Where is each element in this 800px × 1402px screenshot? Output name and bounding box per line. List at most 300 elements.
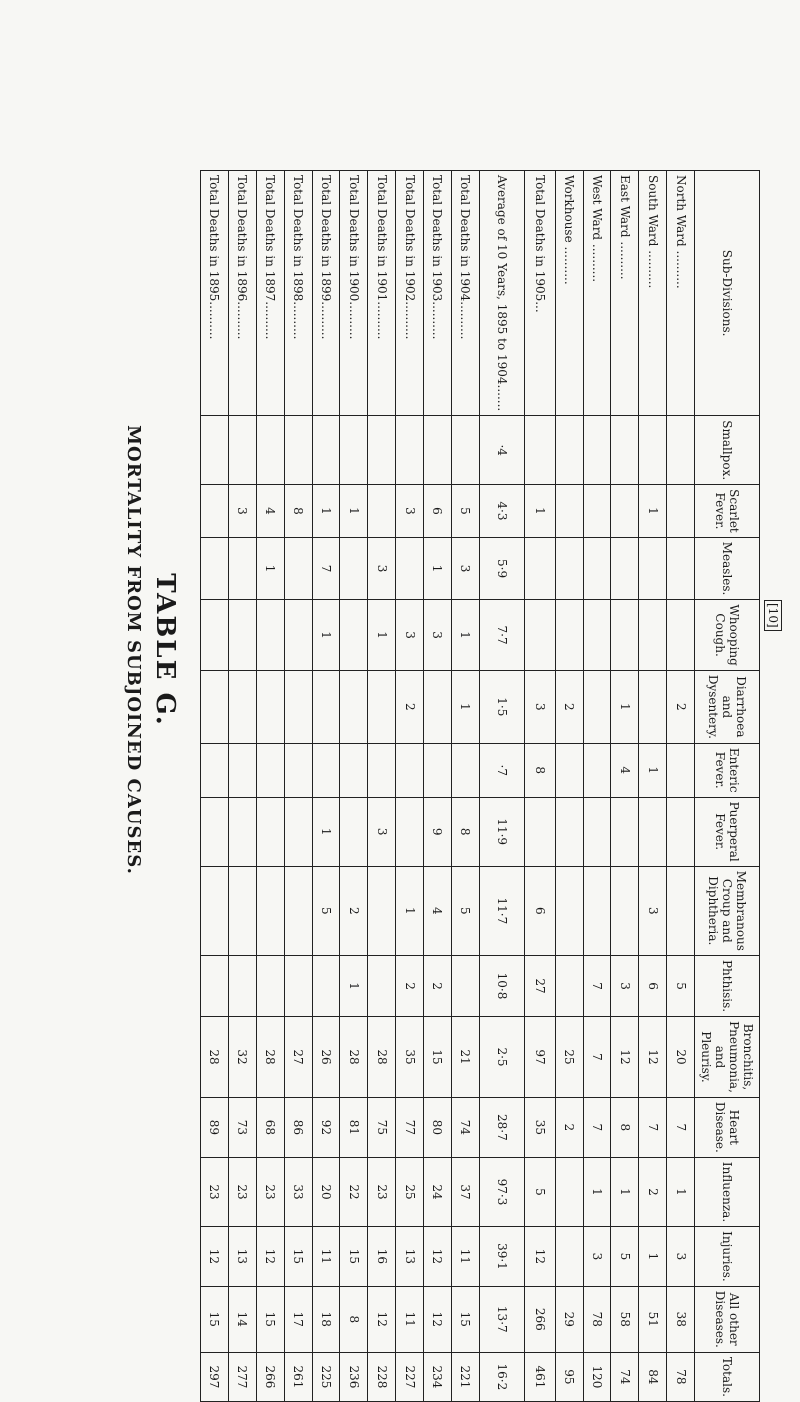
table-cell (312, 416, 340, 485)
table-cell: 32 (228, 1017, 256, 1098)
table-cell: 297 (201, 1352, 229, 1401)
table-cell: 228 (368, 1352, 396, 1401)
table-cell: 11·9 (479, 797, 524, 866)
table-cell: 3 (583, 1227, 611, 1287)
table-cell (201, 866, 229, 955)
table-cell (368, 670, 396, 743)
row-label (312, 171, 340, 416)
table-cell: 92 (312, 1097, 340, 1157)
table-cell (201, 743, 229, 797)
table-cell (555, 955, 583, 1016)
table-cell: 15 (256, 1286, 284, 1352)
table-cell: 13·7 (479, 1286, 524, 1352)
table-cell: 266 (256, 1352, 284, 1401)
table-cell: 8 (284, 485, 312, 538)
table-cell (423, 670, 451, 743)
table-cell: 25 (555, 1017, 583, 1098)
table-cell (555, 416, 583, 485)
table-cell: 5 (451, 485, 479, 538)
table-cell: 1 (524, 485, 555, 538)
table-cell (312, 670, 340, 743)
table-cell: 225 (312, 1352, 340, 1401)
table-cell: 12 (639, 1017, 667, 1098)
table-cell: 1 (639, 1227, 667, 1287)
year-label: 1897.......... (263, 270, 278, 340)
table-cell (423, 743, 451, 797)
table-cell: 5 (524, 1157, 555, 1226)
table-cell: 7 (583, 1097, 611, 1157)
table-cell: 1 (396, 866, 424, 955)
table-cell: 234 (423, 1352, 451, 1401)
table-cell: 5·9 (479, 537, 524, 600)
table-cell (524, 416, 555, 485)
table-cell (555, 797, 583, 866)
table-cell: 11 (396, 1286, 424, 1352)
table-cell: 8 (611, 1097, 639, 1157)
table-cell: 3 (524, 670, 555, 743)
row-label (451, 171, 479, 416)
table-cell: 12 (201, 1227, 229, 1287)
table-cell (201, 600, 229, 670)
table-cell (368, 416, 396, 485)
table-cell (340, 600, 368, 670)
row-label (256, 171, 284, 416)
year-label: 1899.......... (318, 270, 333, 340)
table-cell (368, 485, 396, 538)
year-label: 1903.......... (430, 270, 445, 340)
table-cell (639, 670, 667, 743)
table-cell: 1 (312, 600, 340, 670)
table-cell: 1 (451, 600, 479, 670)
table-cell: 1 (340, 485, 368, 538)
table-cell: 89 (201, 1097, 229, 1157)
table-cell: 86 (284, 1097, 312, 1157)
row-label (396, 171, 424, 416)
table-cell (583, 416, 611, 485)
table-cell (201, 537, 229, 600)
table-cell: 120 (583, 1352, 611, 1401)
year-label: 1900.......... (346, 270, 361, 340)
row-label: West Ward .......... (583, 171, 611, 416)
table-cell (611, 797, 639, 866)
table-cell (667, 743, 695, 797)
table-cell: 7 (639, 1097, 667, 1157)
table-cell: 29 (555, 1286, 583, 1352)
year-prefix: Total Deaths in (235, 175, 250, 267)
column-header: Puerperal Fever. (695, 797, 760, 866)
table-cell: 12 (423, 1227, 451, 1287)
row-label: East Ward .......... (611, 171, 639, 416)
table-cell: 35 (396, 1017, 424, 1098)
table-cell: 80 (423, 1097, 451, 1157)
table-cell: 1 (611, 670, 639, 743)
table-cell (583, 743, 611, 797)
table-cell (555, 537, 583, 600)
column-header: Enteric Fever. (695, 743, 760, 797)
table-cell: 4·3 (479, 485, 524, 538)
table-cell: 51 (639, 1286, 667, 1352)
table-cell: 12 (368, 1286, 396, 1352)
table-cell (583, 866, 611, 955)
table-cell (555, 743, 583, 797)
table-cell (423, 416, 451, 485)
table-cell: 7 (312, 537, 340, 600)
table-cell: 15 (451, 1286, 479, 1352)
table-cell: 38 (667, 1286, 695, 1352)
table-cell: 1 (667, 1157, 695, 1226)
year-row (284, 171, 312, 1402)
table-cell (667, 416, 695, 485)
row-label: Average of 10 Years, 1895 to 1904....... (479, 171, 524, 416)
table-cell: 23 (256, 1157, 284, 1226)
table-cell: 2 (639, 1157, 667, 1226)
table-cell (583, 537, 611, 600)
year-label: 1901.......... (374, 270, 389, 340)
table-cell: 12 (256, 1227, 284, 1287)
table-cell: 1·5 (479, 670, 524, 743)
table-cell: 11·7 (479, 866, 524, 955)
table-cell (639, 797, 667, 866)
table-cell: 7 (667, 1097, 695, 1157)
table-cell: 35 (524, 1097, 555, 1157)
table-cell (368, 743, 396, 797)
table-cell: 68 (256, 1097, 284, 1157)
table-cell (228, 537, 256, 600)
table-cell: 25 (396, 1157, 424, 1226)
table-cell: 97·3 (479, 1157, 524, 1226)
table-body (201, 171, 695, 1402)
year-label: 1895.......... (207, 270, 222, 340)
table-cell: 4 (423, 866, 451, 955)
mortality-table (200, 170, 760, 1402)
table-cell: 7·7 (479, 600, 524, 670)
column-header: Whooping Cough. (695, 600, 760, 670)
table-title: TABLE G. (150, 573, 180, 727)
table-cell (228, 743, 256, 797)
table-cell: 58 (611, 1286, 639, 1352)
column-header: Measles. (695, 537, 760, 600)
year-prefix: Total Deaths in (346, 175, 361, 267)
table-cell (611, 416, 639, 485)
table-cell: 8 (340, 1286, 368, 1352)
rotated-content (100, 150, 800, 1397)
table-cell: 78 (667, 1352, 695, 1401)
year-label: 1904.......... (458, 270, 473, 340)
row-label (284, 171, 312, 416)
table-cell (555, 485, 583, 538)
year-prefix: Total Deaths in (402, 175, 417, 267)
table-cell: 5 (667, 955, 695, 1016)
table-cell: 5 (611, 1227, 639, 1287)
table-cell (524, 600, 555, 670)
table-cell: 5 (451, 866, 479, 955)
table-cell (312, 955, 340, 1016)
year-prefix: Total Deaths in (207, 175, 222, 267)
table-cell: 6 (639, 955, 667, 1016)
year-row (256, 171, 284, 1402)
table-cell: 221 (451, 1352, 479, 1401)
table-cell (284, 797, 312, 866)
table-cell (451, 955, 479, 1016)
table-cell: 1 (312, 797, 340, 866)
table-cell (201, 485, 229, 538)
table-cell (611, 866, 639, 955)
table-cell (611, 600, 639, 670)
column-header: Totals. (695, 1352, 760, 1401)
table-cell: 2 (555, 670, 583, 743)
table-cell: 28 (256, 1017, 284, 1098)
table-row (555, 171, 583, 1402)
table-cell: 3 (368, 797, 396, 866)
year-row (228, 171, 256, 1402)
table-cell: 77 (396, 1097, 424, 1157)
table-cell: 14 (228, 1286, 256, 1352)
table-cell: 3 (396, 485, 424, 538)
table-cell: 21 (451, 1017, 479, 1098)
table-cell (555, 1157, 583, 1226)
table-cell: 2 (396, 670, 424, 743)
table-cell (583, 797, 611, 866)
table-cell: 1 (583, 1157, 611, 1226)
table-cell: 3 (368, 537, 396, 600)
table-cell: 75 (368, 1097, 396, 1157)
table-cell: 81 (340, 1097, 368, 1157)
table-cell: 15 (284, 1227, 312, 1287)
table-cell (228, 866, 256, 955)
table-cell: 20 (312, 1157, 340, 1226)
table-cell: 2 (667, 670, 695, 743)
table-cell: 15 (340, 1227, 368, 1287)
year-row (451, 171, 479, 1402)
table-cell: 16 (368, 1227, 396, 1287)
heading-block (123, 150, 180, 1150)
table-cell: 8 (524, 743, 555, 797)
table-subtitle: MORTALITY FROM SUBJOINED CAUSES. (123, 425, 144, 875)
table-cell: 1 (611, 1157, 639, 1226)
year-label: 1898.......... (291, 270, 306, 340)
table-cell (583, 485, 611, 538)
table-cell: 2 (555, 1097, 583, 1157)
table-cell: 10·8 (479, 955, 524, 1016)
table-cell: 33 (284, 1157, 312, 1226)
column-header: Diarrhoea and Dysentery. (695, 670, 760, 743)
table-cell: 39·1 (479, 1227, 524, 1287)
table-cell: 27 (284, 1017, 312, 1098)
table-cell (201, 670, 229, 743)
table-cell (228, 670, 256, 743)
column-header: All other Diseases. (695, 1286, 760, 1352)
table-cell: 3 (611, 955, 639, 1016)
year-row (312, 171, 340, 1402)
table-cell: 4 (611, 743, 639, 797)
column-header: Injuries. (695, 1227, 760, 1287)
table-cell: 18 (312, 1286, 340, 1352)
year-row (201, 171, 229, 1402)
table-row (583, 171, 611, 1402)
table-cell: 2·5 (479, 1017, 524, 1098)
table-cell: 27 (524, 955, 555, 1016)
table-cell: 97 (524, 1017, 555, 1098)
table-cell: 7 (583, 1017, 611, 1098)
table-cell (284, 416, 312, 485)
table-cell (284, 537, 312, 600)
table-cell (639, 600, 667, 670)
average-row (479, 171, 524, 1402)
table-cell (611, 537, 639, 600)
year-label: 1902.......... (402, 270, 417, 340)
column-header: Influenza. (695, 1157, 760, 1226)
table-cell (667, 797, 695, 866)
row-label: Total Deaths in 1905... (524, 171, 555, 416)
row-label: South Ward .......... (639, 171, 667, 416)
table-cell: 11 (312, 1227, 340, 1287)
column-header: Scarlet Fever. (695, 485, 760, 538)
table-cell (524, 797, 555, 866)
table-cell: 2 (396, 955, 424, 1016)
table-cell: 261 (284, 1352, 312, 1401)
table-cell (611, 485, 639, 538)
table-cell (228, 955, 256, 1016)
table-cell (201, 955, 229, 1016)
table-row (667, 171, 695, 1402)
table-cell: 28 (368, 1017, 396, 1098)
table-cell (555, 600, 583, 670)
table-cell (284, 670, 312, 743)
table-cell (396, 743, 424, 797)
year-row (368, 171, 396, 1402)
table-cell: 7 (583, 955, 611, 1016)
year-prefix: Total Deaths in (430, 175, 445, 267)
table-cell (256, 797, 284, 866)
table-cell: 26 (312, 1017, 340, 1098)
table-cell (667, 866, 695, 955)
table-cell (368, 866, 396, 955)
table-cell: 78 (583, 1286, 611, 1352)
table-cell (228, 600, 256, 670)
table-cell (340, 670, 368, 743)
table-row (639, 171, 667, 1402)
row-label (340, 171, 368, 416)
table-cell (639, 416, 667, 485)
year-prefix: Total Deaths in (318, 175, 333, 267)
table-cell (256, 670, 284, 743)
table-cell: 277 (228, 1352, 256, 1401)
table-cell: 1 (451, 670, 479, 743)
table-cell: 227 (396, 1352, 424, 1401)
table-cell: 2 (423, 955, 451, 1016)
table-cell: 12 (611, 1017, 639, 1098)
table-cell: 1 (639, 743, 667, 797)
table-cell: 23 (368, 1157, 396, 1226)
year-prefix: Total Deaths in (263, 175, 278, 267)
table-cell: 37 (451, 1157, 479, 1226)
column-header: Bronchitis, Pneumonia, and Pleurisy. (695, 1017, 760, 1098)
table-cell: 20 (667, 1017, 695, 1098)
table-cell: 11 (451, 1227, 479, 1287)
table-cell (368, 955, 396, 1016)
table-cell: 3 (228, 485, 256, 538)
table-cell (312, 743, 340, 797)
table-cell (256, 955, 284, 1016)
table-cell (228, 797, 256, 866)
stub-header: Sub-Divisions. (695, 171, 760, 416)
row-label (368, 171, 396, 416)
table-cell (667, 485, 695, 538)
table-cell: 12 (423, 1286, 451, 1352)
table-cell: 1 (423, 537, 451, 600)
table-cell (667, 600, 695, 670)
column-header: Membranous Croup and Diphtheria. (695, 866, 760, 955)
page-number: [10] (764, 600, 782, 631)
table-cell: 13 (396, 1227, 424, 1287)
table-cell: 13 (228, 1227, 256, 1287)
table-cell (396, 416, 424, 485)
table-cell (201, 416, 229, 485)
table-cell (451, 416, 479, 485)
table-cell: 1 (256, 537, 284, 600)
column-header: Heart Disease. (695, 1097, 760, 1157)
column-header: Phthisis. (695, 955, 760, 1016)
table-cell: 1 (368, 600, 396, 670)
table-cell (340, 537, 368, 600)
row-label (423, 171, 451, 416)
table-cell: 1 (312, 485, 340, 538)
table-cell: 95 (555, 1352, 583, 1401)
table-cell: 15 (201, 1286, 229, 1352)
table-cell (639, 537, 667, 600)
table-cell: 12 (524, 1227, 555, 1287)
table-cell: 4 (256, 485, 284, 538)
table-cell (284, 743, 312, 797)
row-label: North Ward .......... (667, 171, 695, 416)
table-cell (396, 537, 424, 600)
year-prefix: Total Deaths in (291, 175, 306, 267)
table-cell (340, 743, 368, 797)
table-cell (451, 743, 479, 797)
table-cell: 74 (611, 1352, 639, 1401)
table-cell (555, 866, 583, 955)
table-cell: ·7 (479, 743, 524, 797)
table-cell (256, 743, 284, 797)
row-label: Workhouse .......... (555, 171, 583, 416)
year-label: 1896.......... (235, 270, 250, 340)
year-row (423, 171, 451, 1402)
table-cell (667, 537, 695, 600)
table-cell (340, 416, 368, 485)
table-cell: 6 (524, 866, 555, 955)
table-cell (340, 797, 368, 866)
table-cell: ·4 (479, 416, 524, 485)
table-row (611, 171, 639, 1402)
table-cell (583, 600, 611, 670)
table-cell (284, 600, 312, 670)
table-cell: 23 (228, 1157, 256, 1226)
year-prefix: Total Deaths in (374, 175, 389, 267)
year-prefix: Total Deaths in (458, 175, 473, 267)
table-cell: 73 (228, 1097, 256, 1157)
table-cell: 24 (423, 1157, 451, 1226)
table-cell (583, 670, 611, 743)
table-cell: 5 (312, 866, 340, 955)
table-cell (284, 955, 312, 1016)
table-cell (256, 416, 284, 485)
table-cell (256, 866, 284, 955)
table-cell: 84 (639, 1352, 667, 1401)
table-cell (201, 797, 229, 866)
table-cell: 266 (524, 1286, 555, 1352)
table-cell (284, 866, 312, 955)
row-label (201, 171, 229, 416)
